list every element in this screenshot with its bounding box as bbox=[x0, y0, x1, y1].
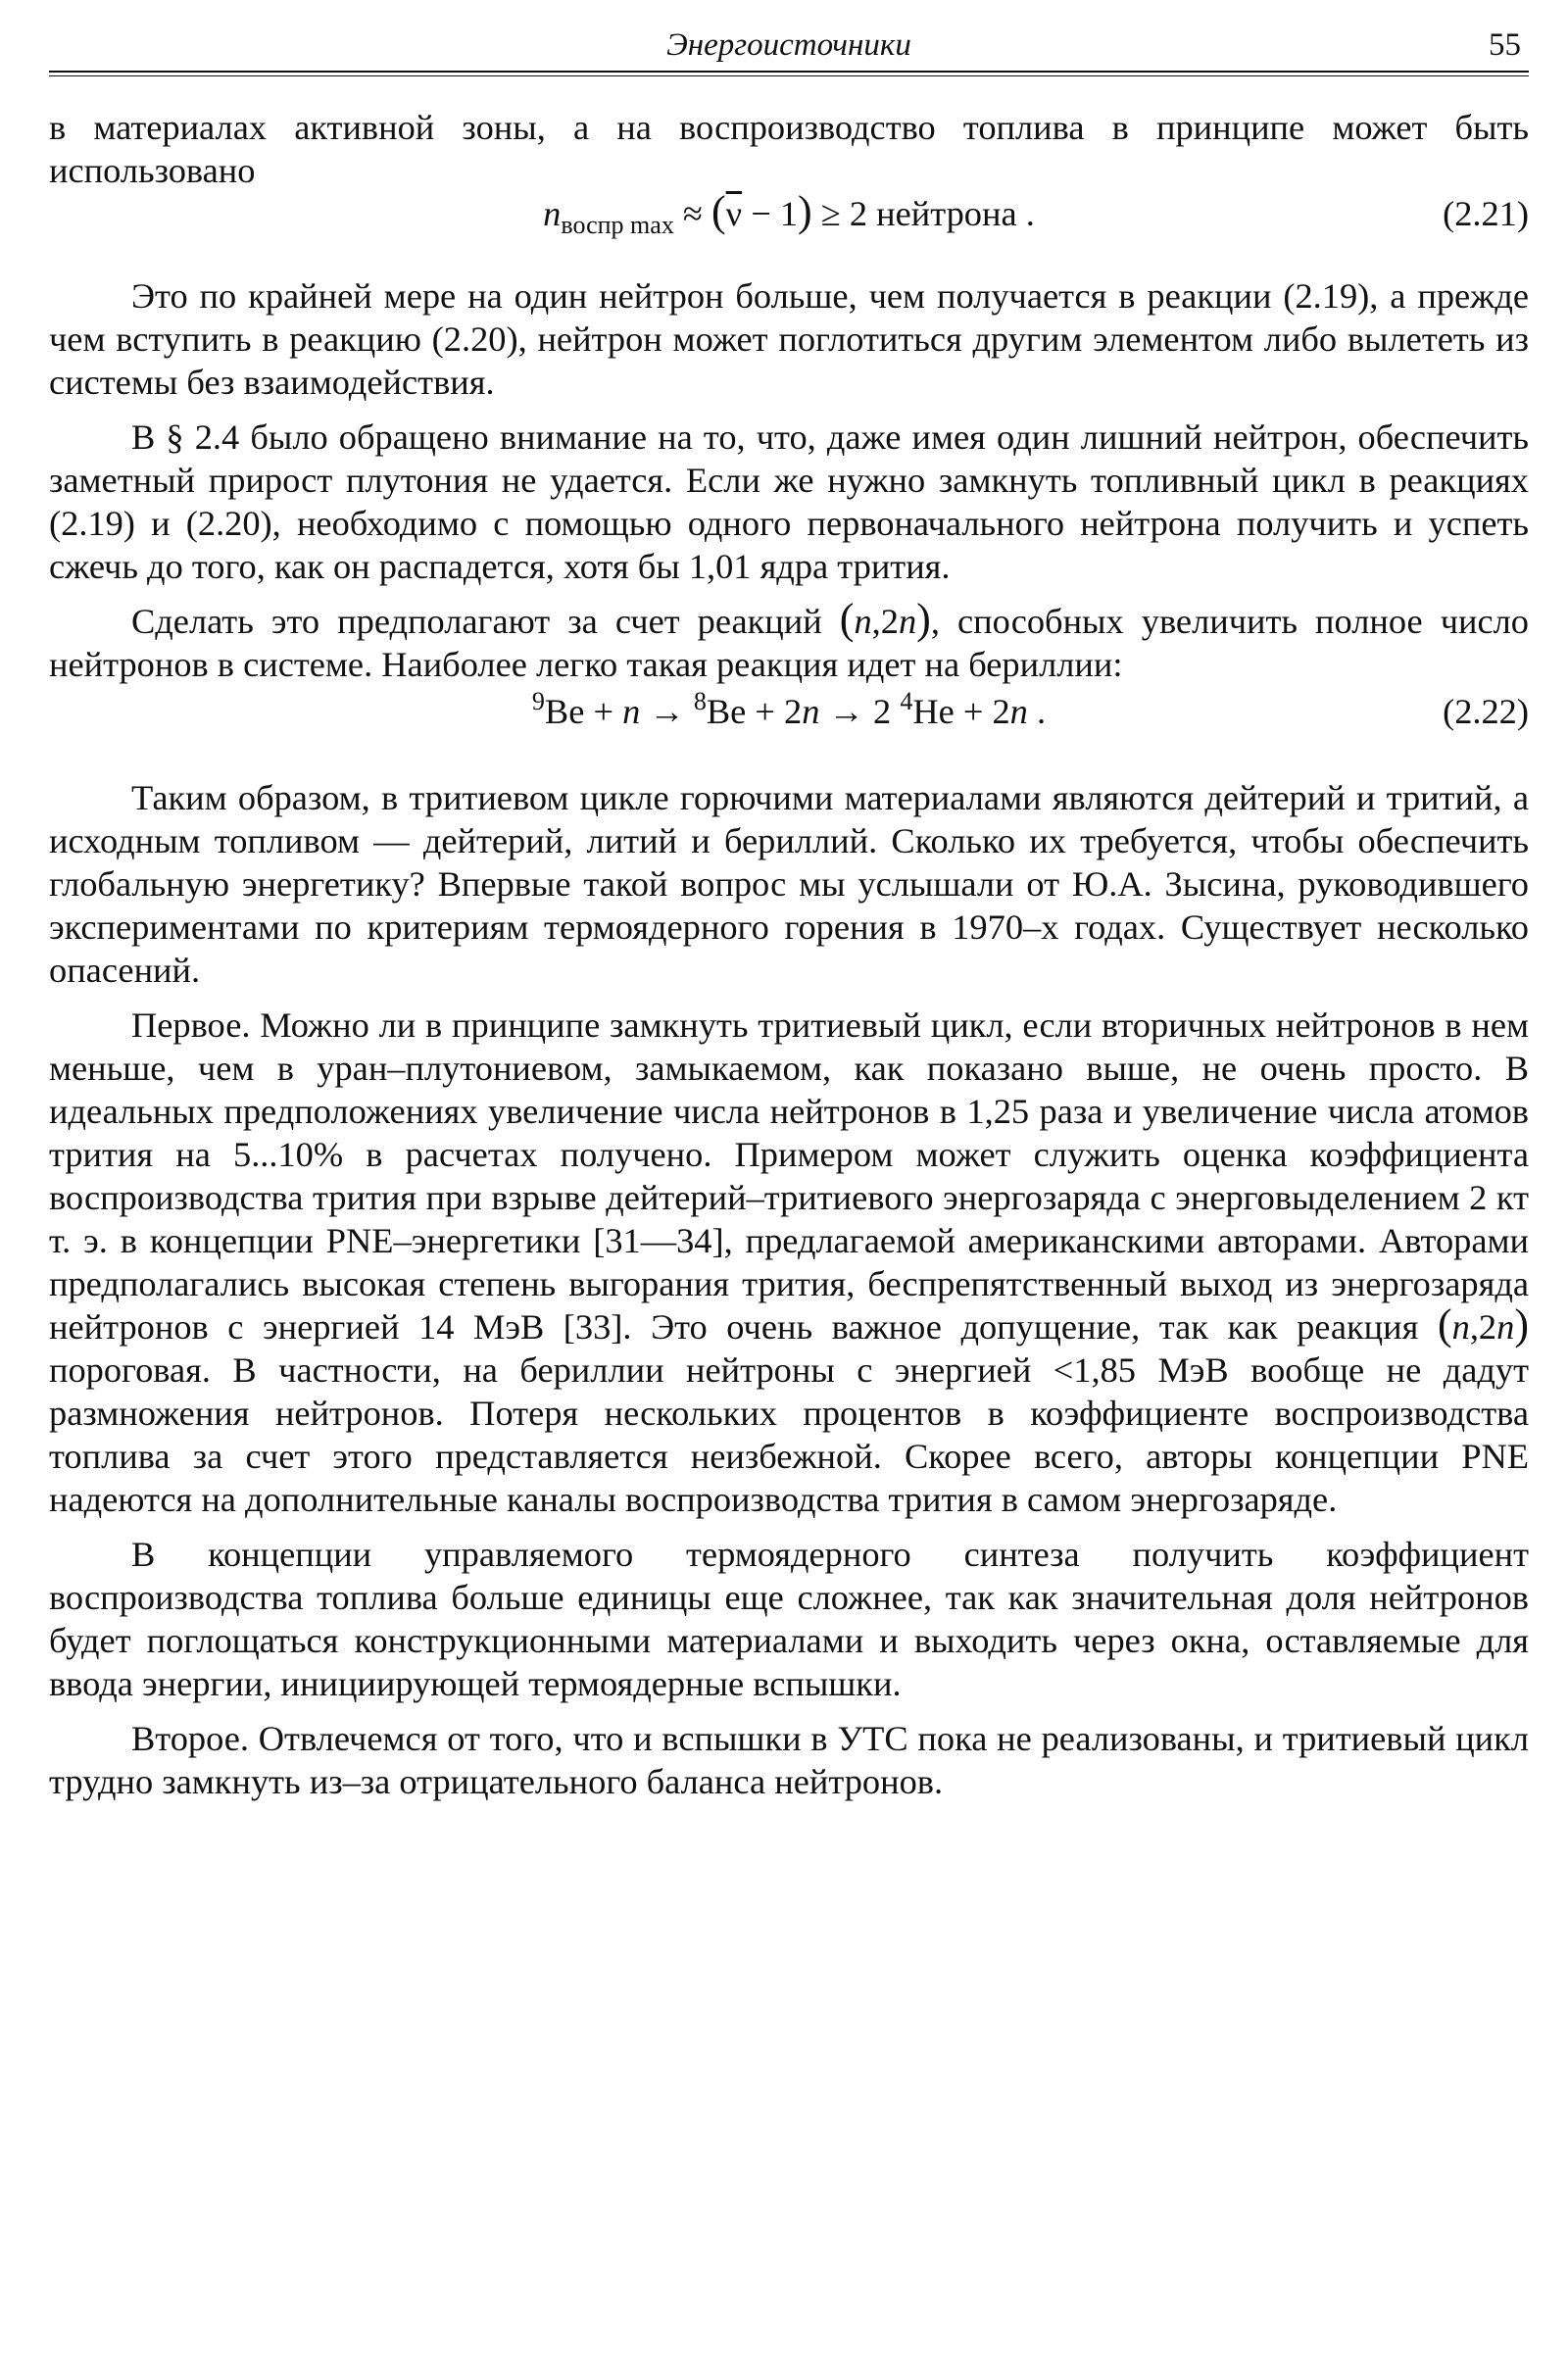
equation-2-21 bbox=[49, 187, 1529, 239]
equation-2-22-expression: $^9$Be + n → $^8$Be + 2n → 2 $^4$He + 2n . bbox=[531, 687, 1047, 731]
running-header bbox=[49, 27, 1529, 73]
paragraph-6: Первое. Можно ли в принципе замкнуть тритиевый цикл, если вторичных нейтронов в нем меньше, чем в уран–плутониевом, замыкаемом, как показано выше, не очень просто. В идеальных предположениях увеличение числа нейтронов в 1,25 раза и увеличение числа атомов трития на 5...10% в расчетах получено. Примером может служить оценка коэффициента воспроизводства трития при взрыве дейтерий–тритиевого энергозаряда с энерговыделением 2 кт т. э. в концепции PNE–энергетики [31—34], предлагаемой американскими авторами. Авторами предполагались высокая степень выгорания трития, беспрепятственный выход из энергозаряда нейтронов с энергией 14 МэВ [33]. Это очень важное допущение, так как реакция (n,2n) пороговая. В частности, на бериллии нейтроны с энергией <1,85 МэВ вообще не дадут размножения нейтронов. Потеря нескольких процентов в коэффициенте воспроизводства топлива за счет этого представляется неизбежной. Скорее всего, авторы концепции PNE надеются на дополнительные каналы воспроизводства трития в самом энергозаряде. bbox=[49, 1005, 1529, 1519]
paragraph-3: В § 2.4 было обращено внимание на то, что, даже имея один лишний нейтрон, обеспечить заметный прирост плутония не удается. Если же нужно замкнуть топливный цикл в реакциях (2.19) и (2.20), необходимо с помощью одного первоначального нейтрона получить и успеть сжечь до того, как он распадется, хотя бы 1,01 ядра трития. bbox=[49, 417, 1529, 586]
equation-2-22 bbox=[49, 687, 1529, 733]
reaction-n-2n: (n,2n) bbox=[839, 595, 931, 643]
paragraph-5: Таким образом, в тритиевом цикле горючими материалами являются дейтерий и тритий, а исходным топливом — дейтерий, литий и бериллий. Сколько их требуется, чтобы обеспечить глобальную энергетику? Впервые такой вопрос мы услышали от Ю.А. Зысина, руководившего экспериментами по критериям термоядерного горения в 1970–х годах. Существует несколько опасений. bbox=[49, 778, 1529, 990]
paragraph-7: В концепции управляемого термоядерного синтеза получить коэффициент воспроизводства топлива больше единицы еще сложнее, так как значительная доля нейтронов будет поглощаться конструкционными материалами и выходить через окна, оставляемые для ввода энергии, инициирующей термоядерные вспышки. bbox=[49, 1535, 1529, 1703]
page-body bbox=[49, 106, 1529, 1803]
equation-number-2-22: (2.22) bbox=[1443, 692, 1529, 731]
paragraph-1: в материалах активной зоны, а на воспроизводство топлива в принципе может быть использовано bbox=[49, 108, 1529, 190]
header-rule bbox=[49, 75, 1529, 76]
paragraph-2: Это по крайней мере на один нейтрон больше, чем получается в реакции (2.19), а прежде чем вступить в реакцию (2.20), нейтрон может поглотиться другим элементом либо вылететь из системы без взаимодействия. bbox=[49, 276, 1529, 402]
paragraph-8: Второе. Отвлечемся от того, что и вспышки в УТС пока не реализованы, и тритиевый цикл трудно замкнуть из–за отрицательного баланса нейтронов. bbox=[49, 1719, 1529, 1801]
equation-number-2-21: (2.21) bbox=[1443, 194, 1529, 233]
page-number: 55 bbox=[1489, 27, 1521, 63]
header-title: Энергоисточники bbox=[666, 27, 911, 63]
equation-2-21-expression: $n_{воспр max} \approx (\overline{\nu} - 1) \ge 2$ нейтрона . bbox=[543, 187, 1035, 239]
paragraph-4: Сделать это предполагают за счет реакций (n,2n), способных увеличить полное число нейтронов в системе. Наиболее легко такая реакция идет на бериллии: bbox=[49, 595, 1529, 684]
reaction-n-2n-inline: (n,2n) bbox=[1437, 1300, 1529, 1348]
